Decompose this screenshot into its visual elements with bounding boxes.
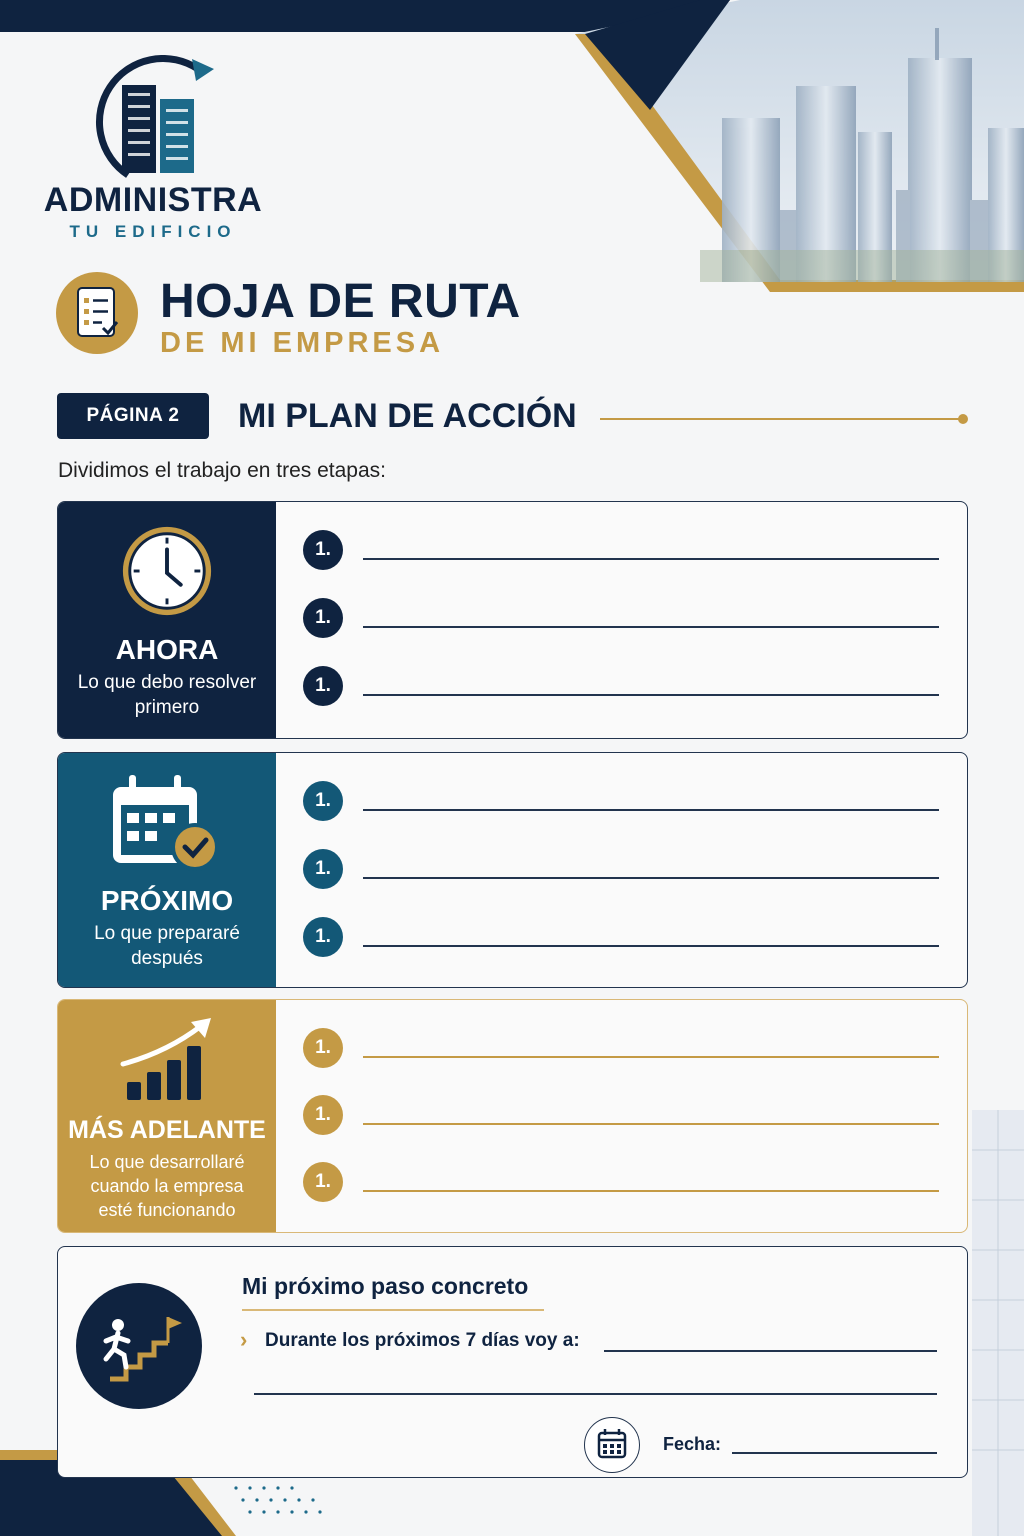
brand-tagline: TU EDIFICIO: [69, 222, 237, 241]
item-number: 1.: [303, 917, 343, 957]
stage-side-panel: [58, 1000, 276, 1232]
action-line[interactable]: [303, 917, 939, 957]
write-line: [363, 1190, 939, 1192]
action-line[interactable]: [303, 530, 939, 570]
action-line[interactable]: [303, 666, 939, 706]
brand-name: ADMINISTRA: [43, 181, 263, 219]
stage-description: Lo que prepararé después: [94, 923, 240, 969]
item-number: 1.: [303, 849, 343, 889]
action-line[interactable]: [303, 1162, 939, 1202]
section-rule: [600, 418, 962, 420]
write-line: [363, 945, 939, 947]
write-line: [363, 877, 939, 879]
action-line[interactable]: [303, 1028, 939, 1068]
page-title: HOJA DE RUTA: [160, 275, 521, 328]
stage-side-panel: [58, 502, 276, 738]
write-line: [363, 1056, 939, 1058]
write-line: [363, 1123, 939, 1125]
intro-text: Dividimos el trabajo en tres etapas:: [58, 459, 386, 482]
building-logo-icon: [88, 55, 218, 180]
next-step-title: Mi próximo paso concreto: [242, 1273, 529, 1299]
action-line[interactable]: [303, 1095, 939, 1135]
stage-proximo: [57, 752, 968, 988]
next-step-title-rule: [242, 1309, 544, 1311]
write-line: [363, 809, 939, 811]
section-title: MI PLAN DE ACCIÓN: [238, 397, 577, 435]
calendar-icon: [584, 1417, 640, 1473]
section-rule-dot: [958, 414, 968, 424]
stage-description: Lo que desarrollaré cuando la empresa esté funcionando: [89, 1152, 245, 1220]
stage-name: AHORA: [115, 634, 219, 665]
stage-name: PRÓXIMO: [100, 885, 234, 916]
next-step-prompt: Durante los próximos 7 días voy a:: [265, 1330, 580, 1351]
stage-ahora: [57, 501, 968, 739]
action-line[interactable]: [303, 598, 939, 638]
stage-name: MÁS ADELANTE: [68, 1116, 266, 1144]
stage-side-panel: [58, 753, 276, 987]
write-line: [363, 558, 939, 560]
item-number: 1.: [303, 1162, 343, 1202]
stage-mas-adelante: [57, 999, 968, 1233]
item-number: 1.: [303, 1028, 343, 1068]
next-step-write-line[interactable]: [604, 1350, 937, 1352]
write-line: [363, 626, 939, 628]
chevron-right-icon: ›: [240, 1327, 248, 1352]
checklist-icon: [56, 272, 138, 354]
page-subtitle: DE MI EMPRESA: [160, 327, 445, 359]
item-number: 1.: [303, 530, 343, 570]
item-number: 1.: [303, 1095, 343, 1135]
date-label: Fecha:: [663, 1434, 722, 1454]
item-number: 1.: [303, 666, 343, 706]
next-step-box: [57, 1246, 968, 1478]
date-write-line[interactable]: [732, 1452, 937, 1454]
item-number: 1.: [303, 598, 343, 638]
stairs-flag-icon: [76, 1283, 202, 1409]
clock-icon: [58, 522, 276, 620]
growth-chart-icon: [58, 1016, 276, 1106]
stage-description: Lo que debo resolver primero: [77, 672, 257, 718]
action-line[interactable]: [303, 849, 939, 889]
calendar-check-icon: [58, 773, 276, 873]
item-number: 1.: [303, 781, 343, 821]
next-step-write-line[interactable]: [254, 1393, 937, 1395]
action-line[interactable]: [303, 781, 939, 821]
page-number-badge: PÁGINA 2: [57, 393, 209, 439]
write-line: [363, 694, 939, 696]
